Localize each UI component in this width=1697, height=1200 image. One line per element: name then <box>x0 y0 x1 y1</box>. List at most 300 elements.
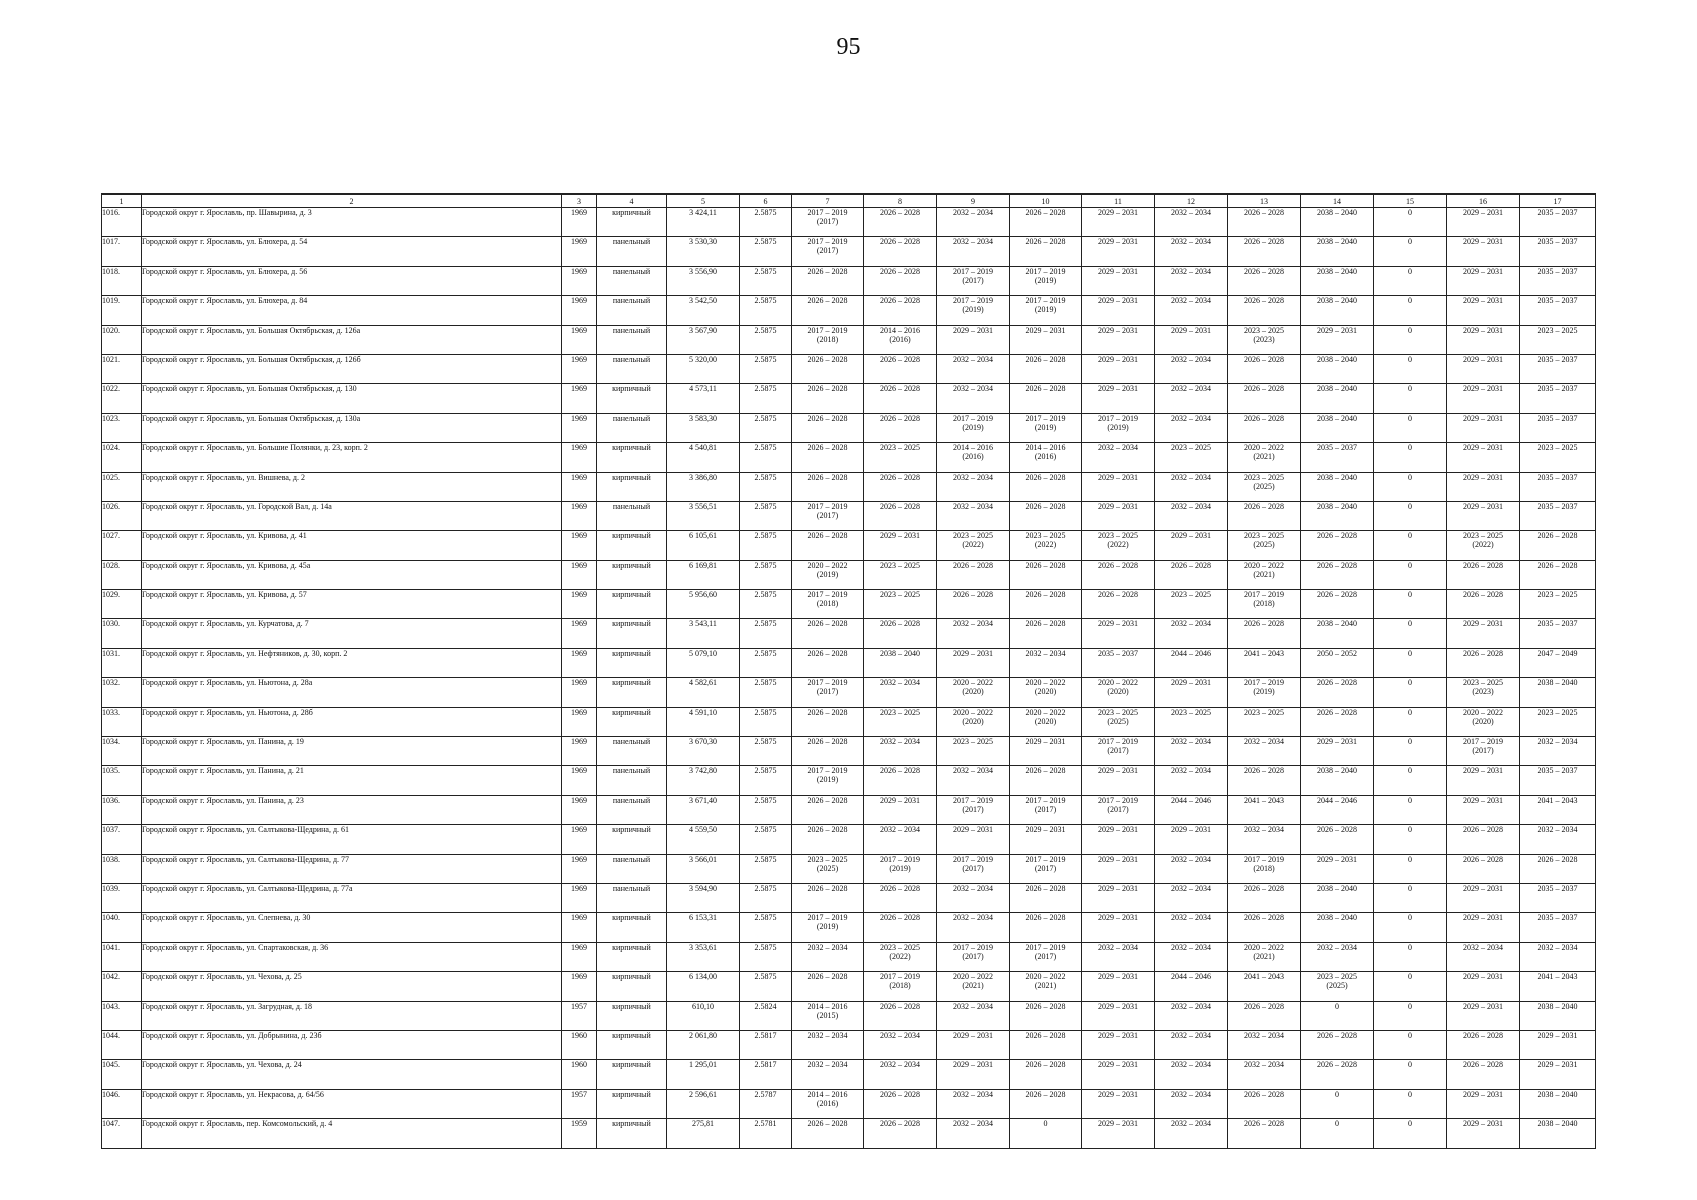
actual-year: (2023) <box>1253 334 1275 344</box>
table-cell: 2.5875 <box>740 972 792 1001</box>
actual-year: (2017) <box>1034 863 1057 873</box>
period-range: 2023 – 2025 <box>1463 531 1503 541</box>
period-cell <box>937 296 1010 325</box>
table-cell: 1969 <box>562 972 597 1001</box>
table-cell: панельный <box>597 854 667 883</box>
period-range: 2023 – 2025 <box>807 854 848 864</box>
period-cell: 2026 – 2028 <box>864 266 937 295</box>
period-cell: 2032 – 2034 <box>864 678 937 707</box>
period-cell: 0 <box>1301 1089 1374 1118</box>
period-cell: 2032 – 2034 <box>1301 942 1374 971</box>
table-row <box>102 1119 1596 1148</box>
actual-year: (2019) <box>816 922 839 932</box>
period-range: 2017 – 2019 <box>1025 266 1066 276</box>
table-cell: 0 <box>1374 1060 1447 1089</box>
period-cell: 2026 – 2028 <box>864 1001 937 1030</box>
actual-year: (2019) <box>889 863 911 873</box>
row-number: 1038. <box>102 854 142 883</box>
row-number: 1019. <box>102 296 142 325</box>
period-cell <box>792 1001 864 1030</box>
actual-year: (2019) <box>1034 305 1057 315</box>
address-cell: Городской округ г. Ярославль, ул. Большие Полянки, д. 23, корп. 2 <box>142 443 562 472</box>
table-row <box>102 619 1596 648</box>
actual-year: (2017) <box>1034 804 1057 814</box>
table-cell: 1969 <box>562 795 597 824</box>
actual-year: (2020) <box>962 716 984 726</box>
period-cell: 2026 – 2028 <box>1228 384 1301 413</box>
actual-year: (2017) <box>1034 951 1057 961</box>
table-row <box>102 590 1596 619</box>
address-cell: Городской округ г. Ярославль, ул. Вишнева, д. 2 <box>142 472 562 501</box>
period-cell: 2032 – 2034 <box>864 825 937 854</box>
table-cell: 1969 <box>562 619 597 648</box>
actual-year: (2023) <box>1472 687 1494 697</box>
period-cell: 2026 – 2028 <box>792 825 864 854</box>
column-header: 10 <box>1010 194 1082 208</box>
period-cell: 2029 – 2031 <box>1301 854 1374 883</box>
table-cell: панельный <box>597 766 667 795</box>
table-row <box>102 942 1596 971</box>
period-range: 2017 – 2019 <box>807 208 848 217</box>
column-header: 6 <box>740 194 792 208</box>
table-cell: 1969 <box>562 590 597 619</box>
table-cell: 0 <box>1374 1030 1447 1059</box>
actual-year: (2021) <box>1034 981 1057 991</box>
table-cell: 3 543,11 <box>667 619 740 648</box>
period-cell: 2026 – 2028 <box>1010 208 1082 237</box>
table-cell: 2.5875 <box>740 942 792 971</box>
period-cell: 0 <box>1301 1119 1374 1148</box>
period-cell: 2023 – 2025 <box>1155 590 1228 619</box>
period-cell: 0 <box>1010 1119 1082 1148</box>
period-cell: 2026 – 2028 <box>792 443 864 472</box>
table-cell: 610,10 <box>667 1001 740 1030</box>
address-cell: Городской округ г. Ярославль, ул. Ньютона, д. 28б <box>142 707 562 736</box>
table-row <box>102 1001 1596 1030</box>
actual-year: (2025) <box>1107 716 1129 726</box>
period-cell: 2029 – 2031 <box>937 1030 1010 1059</box>
actual-year: (2017) <box>816 246 839 256</box>
period-cell: 2029 – 2031 <box>1082 472 1155 501</box>
period-range: 2014 – 2016 <box>880 325 920 335</box>
actual-year: (2017) <box>962 804 984 814</box>
row-number: 1029. <box>102 590 142 619</box>
period-cell: 2026 – 2028 <box>1010 384 1082 413</box>
period-cell: 2032 – 2034 <box>937 913 1010 942</box>
period-cell: 2026 – 2028 <box>1447 825 1520 854</box>
table-cell: 1969 <box>562 942 597 971</box>
period-cell: 2029 – 2031 <box>1082 766 1155 795</box>
table-cell: кирпичный <box>597 913 667 942</box>
period-cell: 2029 – 2031 <box>1155 325 1228 354</box>
table-cell: 1969 <box>562 413 597 442</box>
period-cell: 2029 – 2031 <box>1447 413 1520 442</box>
table-cell: 0 <box>1374 296 1447 325</box>
table-cell: 0 <box>1374 854 1447 883</box>
period-cell: 2026 – 2028 <box>1228 1001 1301 1030</box>
row-number: 1026. <box>102 501 142 530</box>
period-cell <box>1228 854 1301 883</box>
period-range: 2020 – 2022 <box>1025 707 1066 717</box>
period-cell: 2026 – 2028 <box>864 413 937 442</box>
table-cell: 0 <box>1374 501 1447 530</box>
period-cell: 2032 – 2034 <box>864 737 937 766</box>
period-cell: 2029 – 2031 <box>1082 296 1155 325</box>
column-header: 8 <box>864 194 937 208</box>
period-range: 2017 – 2019 <box>807 325 848 335</box>
table-cell: 2.5875 <box>740 354 792 383</box>
table-cell: 2.5875 <box>740 678 792 707</box>
column-header: 4 <box>597 194 667 208</box>
period-range: 2017 – 2019 <box>807 237 848 247</box>
period-range: 2017 – 2019 <box>807 766 848 776</box>
period-cell: 2029 – 2031 <box>1447 883 1520 912</box>
actual-year: (2017) <box>816 510 839 520</box>
period-cell <box>864 854 937 883</box>
address-cell: Городской округ г. Ярославль, ул. Большая Октябрьская, д. 130 <box>142 384 562 413</box>
period-cell: 2035 – 2037 <box>1082 648 1155 677</box>
table-cell: 0 <box>1374 707 1447 736</box>
table-row <box>102 825 1596 854</box>
table-cell: 4 540,81 <box>667 443 740 472</box>
column-header-row <box>102 194 1596 208</box>
table-cell: 1969 <box>562 531 597 560</box>
table-cell: кирпичный <box>597 1089 667 1118</box>
period-cell: 2032 – 2034 <box>1155 413 1228 442</box>
column-header: 11 <box>1082 194 1155 208</box>
period-cell <box>792 678 864 707</box>
period-cell: 2026 – 2028 <box>1228 266 1301 295</box>
period-cell: 2026 – 2028 <box>1228 1119 1301 1148</box>
period-cell: 2026 – 2028 <box>1301 707 1374 736</box>
period-cell: 2026 – 2028 <box>1301 531 1374 560</box>
period-cell: 2029 – 2031 <box>1082 354 1155 383</box>
period-cell <box>937 531 1010 560</box>
period-range: 2023 – 2025 <box>1463 678 1503 688</box>
table-cell: 0 <box>1374 678 1447 707</box>
period-range: 2017 – 2019 <box>1025 854 1066 864</box>
address-cell: Городской округ г. Ярославль, ул. Большая Октябрьская, д. 126а <box>142 325 562 354</box>
period-cell: 2026 – 2028 <box>792 531 864 560</box>
period-cell: 2026 – 2028 <box>1010 1089 1082 1118</box>
period-cell: 2026 – 2028 <box>864 472 937 501</box>
period-cell: 2026 – 2028 <box>1228 296 1301 325</box>
period-range: 2017 – 2019 <box>1098 413 1138 423</box>
actual-year: (2016) <box>1034 452 1057 462</box>
period-cell: 2029 – 2031 <box>1010 825 1082 854</box>
period-cell: 2023 – 2025 <box>1155 707 1228 736</box>
period-cell <box>1228 590 1301 619</box>
period-cell: 2026 – 2028 <box>937 560 1010 589</box>
table-cell: панельный <box>597 296 667 325</box>
period-cell: 2032 – 2034 <box>1155 883 1228 912</box>
table-cell: 3 353,61 <box>667 942 740 971</box>
table-row <box>102 1030 1596 1059</box>
table-cell: кирпичный <box>597 384 667 413</box>
row-number: 1047. <box>102 1119 142 1148</box>
period-cell: 2038 – 2040 <box>1520 1001 1596 1030</box>
period-range: 2017 – 2019 <box>1463 737 1503 747</box>
row-number: 1023. <box>102 413 142 442</box>
table-cell: 2.5787 <box>740 1089 792 1118</box>
table-cell: кирпичный <box>597 590 667 619</box>
address-cell: Городской округ г. Ярославль, ул. Блюхера, д. 84 <box>142 296 562 325</box>
actual-year: (2020) <box>1034 716 1057 726</box>
period-cell: 2026 – 2028 <box>1301 560 1374 589</box>
actual-year: (2021) <box>1253 452 1275 462</box>
table-cell: 2.5875 <box>740 825 792 854</box>
period-cell: 2035 – 2037 <box>1520 413 1596 442</box>
period-cell <box>1082 413 1155 442</box>
period-cell: 2038 – 2040 <box>1301 237 1374 266</box>
period-range: 2020 – 2022 <box>1244 942 1284 952</box>
table-cell: 0 <box>1374 648 1447 677</box>
address-cell: Городской округ г. Ярославль, ул. Чехова, д. 25 <box>142 972 562 1001</box>
period-cell: 2032 – 2034 <box>1155 1030 1228 1059</box>
period-cell: 2026 – 2028 <box>792 472 864 501</box>
row-number: 1018. <box>102 266 142 295</box>
address-cell: Городской округ г. Ярославль, ул. Большая Октябрьская, д. 130а <box>142 413 562 442</box>
period-cell: 2035 – 2037 <box>1520 913 1596 942</box>
table-cell: 0 <box>1374 266 1447 295</box>
table-cell: 3 671,40 <box>667 795 740 824</box>
period-cell: 2032 – 2034 <box>792 1030 864 1059</box>
period-range: 2017 – 2019 <box>953 795 993 805</box>
actual-year: (2020) <box>1472 716 1494 726</box>
actual-year: (2020) <box>1107 687 1129 697</box>
period-cell: 2032 – 2034 <box>937 1001 1010 1030</box>
table-row <box>102 266 1596 295</box>
table-cell: 2.5875 <box>740 531 792 560</box>
table-cell: кирпичный <box>597 942 667 971</box>
period-range: 2017 – 2019 <box>1025 296 1066 306</box>
period-cell <box>1082 707 1155 736</box>
table-row <box>102 678 1596 707</box>
period-range: 2017 – 2019 <box>953 942 993 952</box>
address-cell: Городской округ г. Ярославль, ул. Панина, д. 21 <box>142 766 562 795</box>
table-cell: 2.5875 <box>740 472 792 501</box>
period-cell <box>792 501 864 530</box>
period-cell: 2029 – 2031 <box>1155 678 1228 707</box>
period-cell: 2029 – 2031 <box>1447 472 1520 501</box>
table-row <box>102 913 1596 942</box>
table-cell: 0 <box>1374 531 1447 560</box>
period-cell <box>864 942 937 971</box>
address-cell: Городской округ г. Ярославль, ул. Некрасова, д. 64/56 <box>142 1089 562 1118</box>
period-cell <box>1010 795 1082 824</box>
period-cell: 2029 – 2031 <box>1010 737 1082 766</box>
table-cell: 1969 <box>562 854 597 883</box>
actual-year: (2021) <box>1253 569 1275 579</box>
period-cell: 2041 – 2043 <box>1520 795 1596 824</box>
address-cell: Городской округ г. Ярославль, ул. Панина, д. 19 <box>142 737 562 766</box>
period-cell: 2026 – 2028 <box>1010 913 1082 942</box>
period-cell: 2032 – 2034 <box>937 237 1010 266</box>
column-header: 7 <box>792 194 864 208</box>
period-cell: 2038 – 2040 <box>1520 678 1596 707</box>
period-cell <box>937 443 1010 472</box>
table-cell: 2.5875 <box>740 795 792 824</box>
actual-year: (2017) <box>962 275 984 285</box>
period-cell: 2032 – 2034 <box>1010 648 1082 677</box>
period-cell: 2026 – 2028 <box>1228 208 1301 237</box>
period-cell: 2029 – 2031 <box>1447 795 1520 824</box>
period-cell: 2026 – 2028 <box>1010 619 1082 648</box>
table-cell: 1969 <box>562 560 597 589</box>
table-cell: панельный <box>597 354 667 383</box>
column-header: 17 <box>1520 194 1596 208</box>
table-cell: 0 <box>1374 942 1447 971</box>
table-cell: 5 079,10 <box>667 648 740 677</box>
table-cell: 4 591,10 <box>667 707 740 736</box>
period-cell: 2029 – 2031 <box>1301 737 1374 766</box>
period-cell: 2029 – 2031 <box>1447 1119 1520 1148</box>
period-cell <box>1010 854 1082 883</box>
period-range: 2020 – 2022 <box>953 972 993 982</box>
table-cell: 2.5875 <box>740 707 792 736</box>
period-cell <box>937 266 1010 295</box>
table-cell: 3 742,80 <box>667 766 740 795</box>
period-cell: 2029 – 2031 <box>937 1060 1010 1089</box>
period-cell: 2029 – 2031 <box>1155 825 1228 854</box>
period-range: 2020 – 2022 <box>1244 560 1284 570</box>
period-cell <box>1010 296 1082 325</box>
column-header: 16 <box>1447 194 1520 208</box>
period-range: 2017 – 2019 <box>953 854 993 864</box>
period-cell <box>937 707 1010 736</box>
table-cell: 1969 <box>562 384 597 413</box>
period-cell: 2032 – 2034 <box>1228 1060 1301 1089</box>
period-cell <box>1010 443 1082 472</box>
table-cell: 1959 <box>562 1119 597 1148</box>
period-cell: 2038 – 2040 <box>1301 619 1374 648</box>
actual-year: (2022) <box>1034 540 1057 550</box>
period-range: 2023 – 2025 <box>1244 472 1284 482</box>
period-range: 2017 – 2019 <box>953 296 993 306</box>
period-cell: 2032 – 2034 <box>1155 737 1228 766</box>
period-cell <box>792 913 864 942</box>
period-cell: 2029 – 2031 <box>1301 325 1374 354</box>
period-cell: 2047 – 2049 <box>1520 648 1596 677</box>
table-row <box>102 795 1596 824</box>
period-range: 2017 – 2019 <box>1025 413 1066 423</box>
table-cell: 2.5875 <box>740 208 792 237</box>
actual-year: (2018) <box>1253 863 1275 873</box>
period-cell: 2029 – 2031 <box>1447 501 1520 530</box>
address-cell: Городской округ г. Ярославль, ул. Блюхера, д. 56 <box>142 266 562 295</box>
period-cell: 2026 – 2028 <box>864 237 937 266</box>
table-cell: 1969 <box>562 208 597 237</box>
address-cell: Городской округ г. Ярославль, ул. Слепнева, д. 30 <box>142 913 562 942</box>
table-cell: 1960 <box>562 1060 597 1089</box>
period-cell: 2029 – 2031 <box>937 648 1010 677</box>
address-cell: Городской округ г. Ярославль, ул. Добрынина, д. 23б <box>142 1030 562 1059</box>
row-number: 1042. <box>102 972 142 1001</box>
period-cell <box>1010 942 1082 971</box>
period-cell: 2032 – 2034 <box>1155 619 1228 648</box>
table-row <box>102 972 1596 1001</box>
period-cell: 2050 – 2052 <box>1301 648 1374 677</box>
period-cell <box>1228 443 1301 472</box>
period-range: 2017 – 2019 <box>807 678 848 688</box>
period-cell: 2032 – 2034 <box>792 1060 864 1089</box>
period-cell: 2026 – 2028 <box>792 1119 864 1148</box>
table-cell: панельный <box>597 325 667 354</box>
period-cell <box>864 325 937 354</box>
table-cell: 0 <box>1374 737 1447 766</box>
period-cell: 2026 – 2028 <box>1010 501 1082 530</box>
period-cell: 2029 – 2031 <box>1082 619 1155 648</box>
period-cell: 2023 – 2025 <box>1520 443 1596 472</box>
period-cell <box>792 237 864 266</box>
period-cell: 2038 – 2040 <box>1520 1089 1596 1118</box>
period-cell: 2032 – 2034 <box>937 501 1010 530</box>
row-number: 1040. <box>102 913 142 942</box>
period-range: 2017 – 2019 <box>807 590 848 600</box>
period-cell: 2026 – 2028 <box>1447 590 1520 619</box>
period-cell: 2038 – 2040 <box>864 648 937 677</box>
period-cell: 2023 – 2025 <box>1155 443 1228 472</box>
table-cell: кирпичный <box>597 1030 667 1059</box>
row-number: 1043. <box>102 1001 142 1030</box>
table-row <box>102 707 1596 736</box>
table-cell: 2.5875 <box>740 443 792 472</box>
address-cell: Городской округ г. Ярославль, ул. Курчатова, д. 7 <box>142 619 562 648</box>
period-cell: 2026 – 2028 <box>864 766 937 795</box>
period-cell <box>792 854 864 883</box>
period-cell: 2035 – 2037 <box>1520 208 1596 237</box>
period-cell: 2026 – 2028 <box>1228 501 1301 530</box>
actual-year: (2017) <box>1107 804 1129 814</box>
actual-year: (2016) <box>962 452 984 462</box>
period-cell <box>1447 707 1520 736</box>
period-cell: 2026 – 2028 <box>1010 560 1082 589</box>
period-cell: 2029 – 2031 <box>1082 325 1155 354</box>
period-cell: 2032 – 2034 <box>1155 854 1228 883</box>
period-cell <box>937 413 1010 442</box>
period-cell: 2032 – 2034 <box>937 766 1010 795</box>
period-cell: 2032 – 2034 <box>864 1030 937 1059</box>
period-range: 2017 – 2019 <box>1098 795 1138 805</box>
period-cell: 2026 – 2028 <box>1228 1089 1301 1118</box>
period-range: 2014 – 2016 <box>807 1089 848 1099</box>
table-cell: 1969 <box>562 707 597 736</box>
period-cell: 2029 – 2031 <box>1082 825 1155 854</box>
period-cell: 2026 – 2028 <box>1228 413 1301 442</box>
period-cell: 2032 – 2034 <box>937 1089 1010 1118</box>
period-cell: 2026 – 2028 <box>1010 472 1082 501</box>
table-cell: 2.5875 <box>740 766 792 795</box>
period-cell: 2026 – 2028 <box>792 648 864 677</box>
period-cell: 2026 – 2028 <box>937 590 1010 619</box>
table-cell: 0 <box>1374 472 1447 501</box>
period-cell: 2026 – 2028 <box>1228 883 1301 912</box>
table-cell: 2.5875 <box>740 913 792 942</box>
period-cell <box>1010 413 1082 442</box>
address-cell: Городской округ г. Ярославль, ул. Городской Вал, д. 14а <box>142 501 562 530</box>
table-row <box>102 883 1596 912</box>
column-header: 15 <box>1374 194 1447 208</box>
period-cell: 2029 – 2031 <box>1082 854 1155 883</box>
period-cell: 2023 – 2025 <box>864 590 937 619</box>
actual-year: (2019) <box>962 305 984 315</box>
period-cell: 2029 – 2031 <box>1520 1060 1596 1089</box>
table-row <box>102 354 1596 383</box>
period-cell: 2032 – 2034 <box>937 619 1010 648</box>
period-cell: 2029 – 2031 <box>937 325 1010 354</box>
table-cell: 1969 <box>562 472 597 501</box>
period-cell: 2044 – 2046 <box>1155 648 1228 677</box>
